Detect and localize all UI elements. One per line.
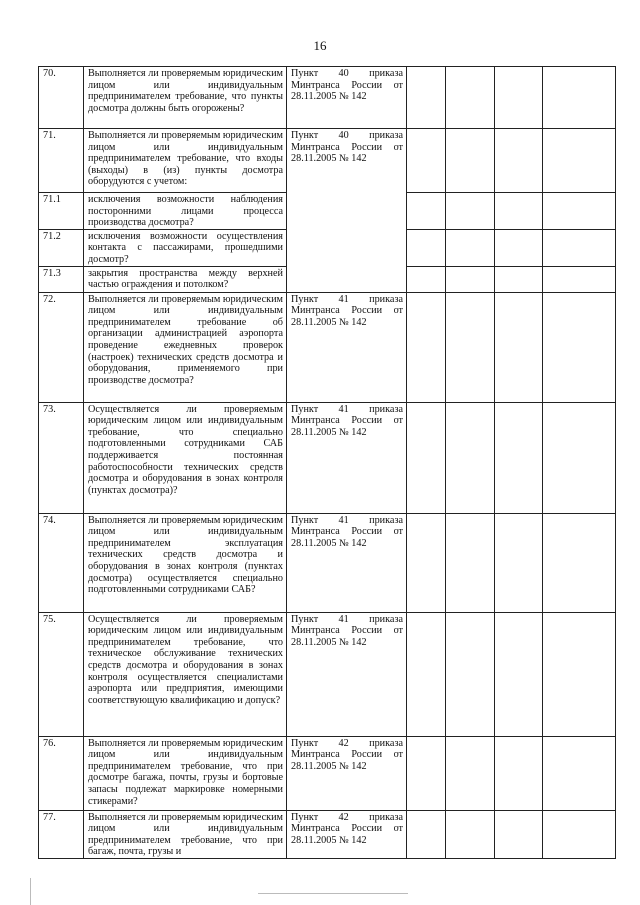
legal-reference: Пункт 42 приказа Минтранса России от 28.11.2005 № 142 — [287, 810, 407, 858]
answer-cell-na[interactable] — [495, 402, 543, 513]
table-row — [39, 67, 616, 129]
answer-cell-note[interactable] — [543, 612, 616, 736]
table-row — [39, 129, 616, 193]
answer-cell-na[interactable] — [495, 612, 543, 736]
requirement-text: Осуществляется ли проверяемым юридическим лицом или индивидуальным предпринимателем требование, что техническое обслуживание технических средств досмотра и оборудования в зонах контроля осуществляется специалистами аэропорта или предприятия, имеющими соответствующую квалификацию и допуск? — [84, 612, 287, 736]
scan-edge-mark — [258, 893, 408, 894]
legal-reference: Пункт 41 приказа Минтранса России от 28.11.2005 № 142 — [287, 292, 407, 402]
table-row — [39, 810, 616, 858]
legal-reference: Пункт 40 приказа Минтранса России от 28.11.2005 № 142 — [287, 67, 407, 129]
checklist-table — [38, 66, 616, 859]
answer-cell-yes[interactable] — [407, 292, 446, 402]
answer-cell-note[interactable] — [543, 193, 616, 230]
answer-cell-note[interactable] — [543, 129, 616, 193]
answer-cell-na[interactable] — [495, 292, 543, 402]
row-number: 74. — [39, 513, 84, 612]
table-row — [39, 292, 616, 402]
row-number: 76. — [39, 736, 84, 810]
answer-cell-note[interactable] — [543, 402, 616, 513]
row-number: 75. — [39, 612, 84, 736]
answer-cell-yes[interactable] — [407, 67, 446, 129]
answer-cell-no[interactable] — [446, 67, 495, 129]
answer-cell-note[interactable] — [543, 513, 616, 612]
requirement-text: Выполняется ли проверяемым юридическим лицом или индивидуальным предпринимателем требование, что пункты досмотра должны быть огорожены? — [84, 67, 287, 129]
legal-reference: Пункт 42 приказа Минтранса России от 28.11.2005 № 142 — [287, 736, 407, 810]
row-number: 71. — [39, 129, 84, 193]
answer-cell-na[interactable] — [495, 736, 543, 810]
answer-cell-yes[interactable] — [407, 402, 446, 513]
answer-cell-no[interactable] — [446, 292, 495, 402]
answer-cell-note[interactable] — [543, 266, 616, 292]
row-number: 73. — [39, 402, 84, 513]
answer-cell-yes[interactable] — [407, 193, 446, 230]
answer-cell-no[interactable] — [446, 266, 495, 292]
answer-cell-no[interactable] — [446, 129, 495, 193]
answer-cell-na[interactable] — [495, 193, 543, 230]
legal-reference: Пункт 40 приказа Минтранса России от 28.11.2005 № 142 — [287, 129, 407, 293]
row-number: 71.1 — [39, 193, 84, 230]
row-number: 77. — [39, 810, 84, 858]
answer-cell-na[interactable] — [495, 513, 543, 612]
answer-cell-yes[interactable] — [407, 229, 446, 266]
answer-cell-yes[interactable] — [407, 129, 446, 193]
answer-cell-na[interactable] — [495, 810, 543, 858]
scan-edge-mark — [30, 878, 31, 905]
answer-cell-note[interactable] — [543, 292, 616, 402]
requirement-text: исключения возможности наблюдения посторонними лицами процесса производства досмотра? — [84, 193, 287, 230]
legal-reference: Пункт 41 приказа Минтранса России от 28.11.2005 № 142 — [287, 402, 407, 513]
table-row — [39, 513, 616, 612]
answer-cell-no[interactable] — [446, 612, 495, 736]
requirement-text: исключения возможности осуществления контакта с пассажирами, прошедшими досмотр? — [84, 229, 287, 266]
requirement-text: закрытия пространства между верхней частью ограждения и потолком? — [84, 266, 287, 292]
answer-cell-note[interactable] — [543, 736, 616, 810]
requirement-text: Выполняется ли проверяемым юридическим лицом или индивидуальным предпринимателем требование, что при досмотре багажа, почты, грузы и бортовые запасы подлежат маркировке номерными стикерами? — [84, 736, 287, 810]
table-row — [39, 736, 616, 810]
answer-cell-note[interactable] — [543, 67, 616, 129]
table-row — [39, 612, 616, 736]
answer-cell-no[interactable] — [446, 810, 495, 858]
answer-cell-no[interactable] — [446, 193, 495, 230]
answer-cell-yes[interactable] — [407, 736, 446, 810]
legal-reference: Пункт 41 приказа Минтранса России от 28.11.2005 № 142 — [287, 513, 407, 612]
requirement-text: Осуществляется ли проверяемым юридическим лицом или индивидуальным требование, что специально подготовленными сотрудниками САБ поддерживается постоянная работоспособности технических средств досмотра и оборудования в зонах контроля (пунктах досмотра)? — [84, 402, 287, 513]
answer-cell-no[interactable] — [446, 736, 495, 810]
answer-cell-na[interactable] — [495, 229, 543, 266]
requirement-text: Выполняется ли проверяемым юридическим лицом или индивидуальным предпринимателем требование, что при багаж, почта, грузы и — [84, 810, 287, 858]
answer-cell-yes[interactable] — [407, 810, 446, 858]
requirement-text: Выполняется ли проверяемым юридическим лицом или индивидуальным предпринимателем эксплуатация технических средств досмотра и оборудования в зонах контроля (пунктах досмотра) осуществляется специально подготовленными сотрудниками САБ? — [84, 513, 287, 612]
row-number: 71.2 — [39, 229, 84, 266]
answer-cell-no[interactable] — [446, 229, 495, 266]
answer-cell-na[interactable] — [495, 67, 543, 129]
answer-cell-note[interactable] — [543, 810, 616, 858]
page-number: 16 — [313, 38, 327, 53]
answer-cell-note[interactable] — [543, 229, 616, 266]
row-number: 70. — [39, 67, 84, 129]
answer-cell-yes[interactable] — [407, 266, 446, 292]
answer-cell-na[interactable] — [495, 129, 543, 193]
answer-cell-yes[interactable] — [407, 612, 446, 736]
answer-cell-no[interactable] — [446, 402, 495, 513]
answer-cell-na[interactable] — [495, 266, 543, 292]
row-number: 71.3 — [39, 266, 84, 292]
table-row — [39, 402, 616, 513]
answer-cell-yes[interactable] — [407, 513, 446, 612]
legal-reference: Пункт 41 приказа Минтранса России от 28.11.2005 № 142 — [287, 612, 407, 736]
requirement-text: Выполняется ли проверяемым юридическим лицом или индивидуальным предпринимателем требование, что входы (выходы) в (из) пункты досмотра оборудуются с учетом: — [84, 129, 287, 193]
row-number: 72. — [39, 292, 84, 402]
answer-cell-no[interactable] — [446, 513, 495, 612]
requirement-text: Выполняется ли проверяемым юридическим лицом или индивидуальным предпринимателем требование об организации администрацией аэропорта проведение ежедневных проверок (настроек) технических средств досмотра и оборудования, применяемого при производстве досмотра? — [84, 292, 287, 402]
